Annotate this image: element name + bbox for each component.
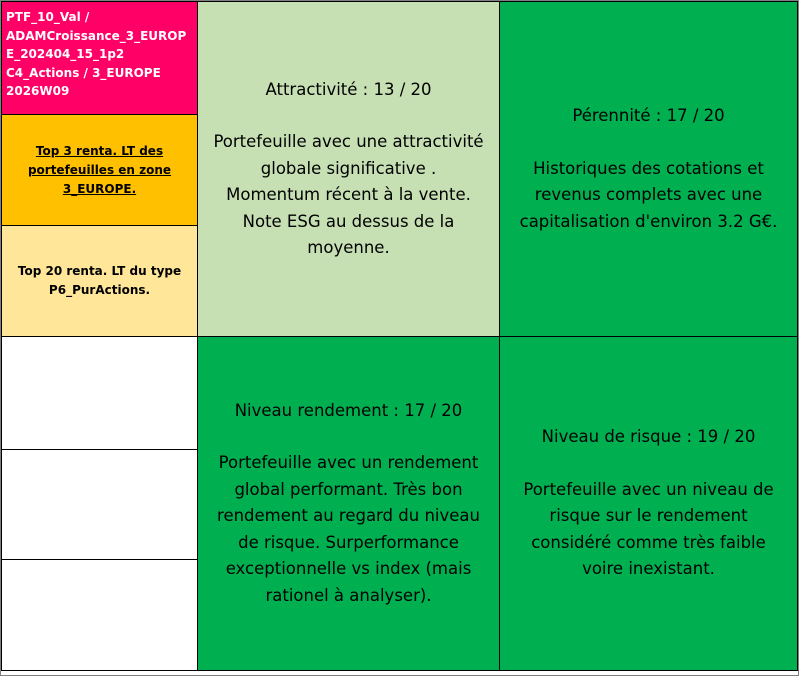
perennite-line: revenus complets avec une <box>534 185 763 204</box>
perennite-title: Pérennité : 17 / 20 <box>572 106 725 125</box>
risque-line: Portefeuille avec un niveau de <box>523 479 774 499</box>
portfolio-id-line: 2026W09 <box>6 84 70 98</box>
attractivite-panel <box>197 1 500 337</box>
empty-cell-1 <box>1 336 198 450</box>
rendement-line: rendement au regard du niveau <box>217 506 480 526</box>
rendement-line: global performant. Très bon <box>234 479 463 499</box>
portfolio-id-line: C4_Actions / 3_EUROPE <box>6 65 161 80</box>
rendement-title: Niveau rendement : 17 / 20 <box>234 400 463 420</box>
top3-ranking-cell <box>1 114 198 226</box>
risque-line: voire inexistant. <box>582 559 715 579</box>
portfolio-id-cell <box>1 1 198 115</box>
rendement-panel <box>197 336 500 671</box>
attractivite-line: Note ESG au dessus de la <box>242 211 455 231</box>
perennite-line: Historiques des cotations et <box>533 158 764 178</box>
risque-line: considéré comme très faible <box>531 532 766 552</box>
perennite-line: capitalisation d'environ 3.2 G€. <box>519 211 778 231</box>
attractivite-line: moyenne. <box>307 238 390 257</box>
rendement-line: exceptionnelle vs index (mais <box>225 559 472 579</box>
attractivite-line: globale significative . <box>260 158 437 178</box>
top3-line: Top 3 renta. LT des <box>35 143 164 158</box>
top20-line: Top 20 renta. LT du type <box>17 264 182 278</box>
risque-panel <box>499 336 798 671</box>
empty-cell-2 <box>1 449 198 560</box>
top3-line: 3_EUROPE. <box>62 181 137 196</box>
empty-cell-3 <box>1 559 198 671</box>
attractivite-title: Attractivité : 13 / 20 <box>265 79 432 99</box>
rendement-line: de risque. Surperformance <box>238 532 459 552</box>
top20-ranking-cell <box>1 225 198 337</box>
top20-line: P6_PurActions. <box>48 283 151 297</box>
portfolio-id-line: PTF_10_Val / <box>6 10 90 24</box>
portfolio-id-line: E_202404_15_1p2 <box>6 47 125 61</box>
portfolio-id-line: ADAMCroissance_3_EUROP <box>6 28 187 43</box>
perennite-panel <box>499 1 798 337</box>
rendement-line: rationel à analyser). <box>265 585 432 605</box>
risque-line: risque sur le rendement <box>549 506 748 526</box>
risque-title: Niveau de risque : 19 / 20 <box>541 427 756 447</box>
attractivite-line: Momentum récent à la vente. <box>226 185 471 204</box>
top3-line: portefeuilles en zone <box>27 162 172 177</box>
rendement-line: Portefeuille avec un rendement <box>218 453 479 473</box>
attractivite-line: Portefeuille avec une attractivité <box>213 132 484 151</box>
